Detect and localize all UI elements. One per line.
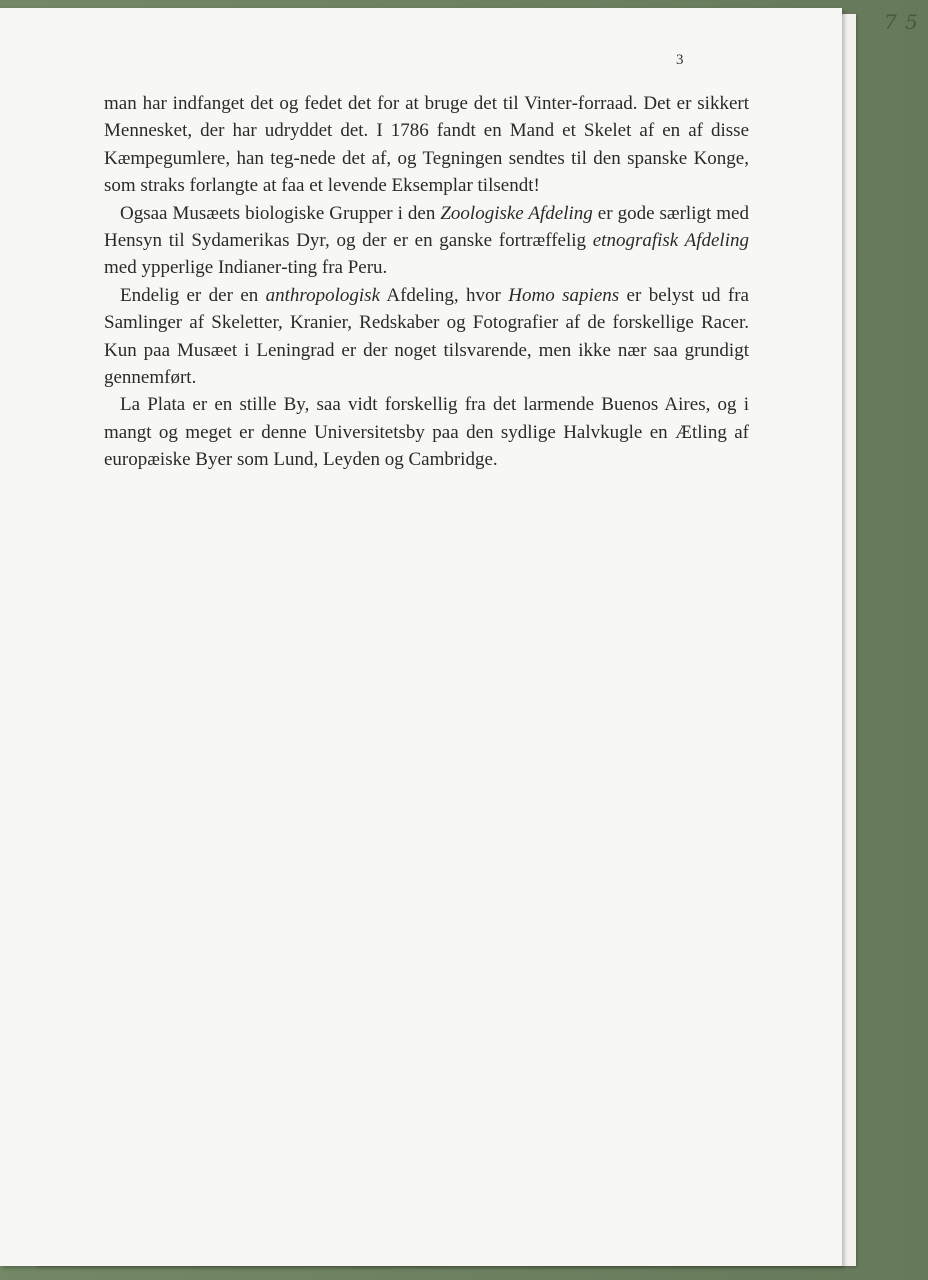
text-run: Afdeling, hvor xyxy=(380,284,509,306)
handwritten-archive-mark: 7 5 xyxy=(884,10,919,34)
italic-run: Homo sapiens xyxy=(508,284,620,306)
paragraph xyxy=(104,391,749,473)
italic-run: anthropologisk xyxy=(265,284,381,306)
paragraph xyxy=(104,282,749,392)
paragraph xyxy=(104,200,749,282)
text-run: Ogsaa Musæets biologiske Grupper i den xyxy=(120,202,441,224)
body-text xyxy=(104,90,749,474)
text-run: La Plata er en stille By, saa vidt forskellig fra det larmende Buenos Aires, og i mangt og meget er denne Universitetsby paa den sydlige Halvkugle en Ætling af europæiske Byer som Lund, Leyden og Cambridge. xyxy=(104,394,749,471)
document-page xyxy=(0,8,842,1266)
text-run: er gode særligt med Hensyn til Sydamerikas Dyr, og der er en ganske fortræffelig xyxy=(104,202,749,252)
text-run: med ypperlige Indianer‑ting fra Peru. xyxy=(104,257,388,279)
italic-run: etnografisk Afdeling xyxy=(592,230,749,252)
page-number: 3 xyxy=(676,52,684,68)
text-run: man har indfanget det og fedet det for at bruge det til Vinter‑forraad. Det er sikkert Mennesket, der har udryddet det. I 1786 fandt en Mand et Skelet af en af disse Kæmpegumlere, han teg‑nede det af, og Tegningen sendtes til den spanske Konge, som straks forlangte at faa et levende Eksemplar tilsendt! xyxy=(104,93,749,197)
text-run: er belyst ud fra Samlinger af Skeletter, Kranier, Redskaber og Fotografier af de forskellige Racer. Kun paa Musæet i Leningrad er der noget tilsvarende, men ikke nær saa grundigt gennemført. xyxy=(104,284,749,389)
paragraph xyxy=(104,90,749,200)
text-run: Endelig er der en xyxy=(120,284,266,306)
italic-run: Zoologiske Afdeling xyxy=(440,202,593,224)
